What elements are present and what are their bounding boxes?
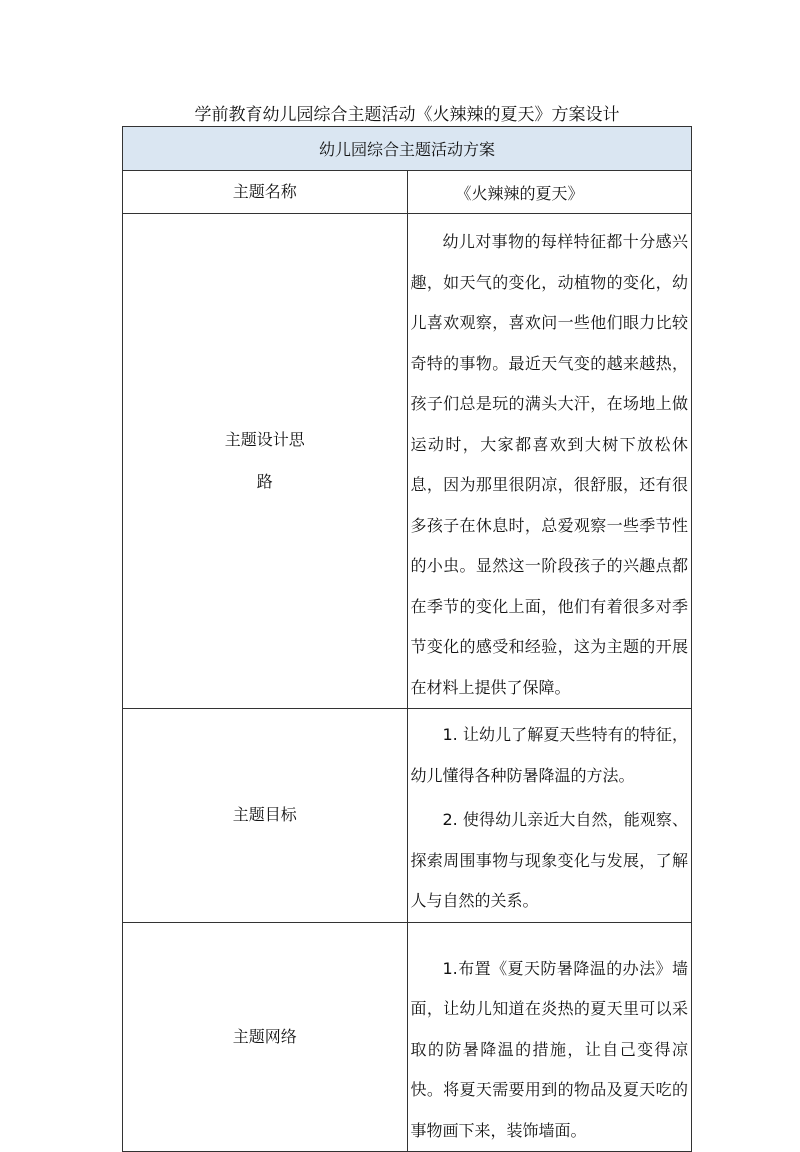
table-row	[123, 171, 692, 214]
design-idea-paragraph: 幼儿对事物的每样特征都十分感兴趣，如天气的变化，动植物的变化，幼儿喜欢观察，喜欢问一些他们眼力比较奇特的事物。最近天气变的越来越热，孩子们总是玩的满头大汗，在场地上做运动时，大家都喜欢到大树下放松休息，因为那里很阴凉，很舒服，还有很多孩子在休息时，总爱观察一些季节性的小虫。显然这一阶段孩子的兴趣点都在季节的变化上面，他们有着很多对季节变化的感受和经验，这为主题的开展在材料上提供了保障。	[410, 232, 688, 697]
network-item: 1.布置《夏天防暑降温的办法》墙面，让幼儿知道在炎热的夏天里可以采取的防暑降温的措施，让自己变得凉快。将夏天需要用到的物品及夏天吃的事物画下来，装饰墙面。	[410, 958, 688, 1140]
activity-plan-table	[122, 126, 692, 1152]
table-row	[123, 214, 692, 709]
theme-goals-content	[407, 709, 692, 923]
design-idea-content	[407, 214, 692, 709]
theme-goals-label: 主题目标	[123, 709, 408, 923]
table-row	[123, 922, 692, 1152]
table-header-row	[123, 127, 692, 171]
theme-network-content	[407, 922, 692, 1152]
design-idea-label	[123, 214, 408, 709]
design-idea-label-line2: 路	[256, 472, 273, 491]
goal-item: 1. 让幼儿了解夏天些特有的特征，幼儿懂得各种防暑降温的方法。	[410, 725, 688, 785]
goal-item: 2. 使得幼儿亲近大自然，能观察、探索周围事物与现象变化与发展，了解人与自然的关系。	[410, 810, 688, 910]
theme-name-value: 《火辣辣的夏天》	[407, 171, 692, 214]
document-title: 学前教育幼儿园综合主题活动《火辣辣的夏天》方案设计	[194, 105, 620, 125]
table-header: 幼儿园综合主题活动方案	[123, 127, 692, 171]
table-row	[123, 709, 692, 923]
theme-network-label: 主题网络	[123, 922, 408, 1152]
theme-name-label: 主题名称	[123, 171, 408, 214]
design-idea-label-line1: 主题设计思	[224, 430, 305, 449]
